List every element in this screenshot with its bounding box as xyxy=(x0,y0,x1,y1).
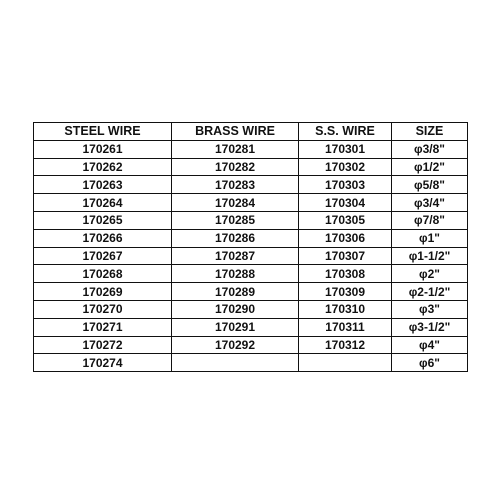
cell-brass-wire: 170290 xyxy=(172,300,299,318)
table-row xyxy=(34,140,468,158)
cell-size: φ5/8" xyxy=(392,176,468,194)
header-steel-wire: STEEL WIRE xyxy=(34,123,172,141)
cell-size: φ3/8" xyxy=(392,140,468,158)
table-row xyxy=(34,229,468,247)
cell-ss-wire: 170309 xyxy=(299,283,392,301)
table-row xyxy=(34,283,468,301)
cell-ss-wire: 170311 xyxy=(299,318,392,336)
cell-ss-wire xyxy=(299,354,392,372)
table-row xyxy=(34,211,468,229)
cell-brass-wire: 170285 xyxy=(172,211,299,229)
cell-steel-wire: 170266 xyxy=(34,229,172,247)
table-row xyxy=(34,354,468,372)
cell-size: φ2-1/2" xyxy=(392,283,468,301)
table-row xyxy=(34,176,468,194)
cell-ss-wire: 170305 xyxy=(299,211,392,229)
cell-size: φ1/2" xyxy=(392,158,468,176)
cell-steel-wire: 170269 xyxy=(34,283,172,301)
cell-size: φ2" xyxy=(392,265,468,283)
cell-size: φ1" xyxy=(392,229,468,247)
cell-steel-wire: 170267 xyxy=(34,247,172,265)
cell-brass-wire: 170284 xyxy=(172,194,299,212)
cell-steel-wire: 170271 xyxy=(34,318,172,336)
cell-steel-wire: 170272 xyxy=(34,336,172,354)
cell-brass-wire: 170282 xyxy=(172,158,299,176)
cell-steel-wire: 170270 xyxy=(34,300,172,318)
cell-ss-wire: 170304 xyxy=(299,194,392,212)
table-header-row xyxy=(34,123,468,141)
cell-brass-wire: 170283 xyxy=(172,176,299,194)
cell-size: φ3-1/2" xyxy=(392,318,468,336)
table-row xyxy=(34,158,468,176)
table-row xyxy=(34,247,468,265)
cell-brass-wire: 170292 xyxy=(172,336,299,354)
cell-steel-wire: 170261 xyxy=(34,140,172,158)
cell-ss-wire: 170301 xyxy=(299,140,392,158)
cell-size: φ1-1/2" xyxy=(392,247,468,265)
cell-ss-wire: 170303 xyxy=(299,176,392,194)
cell-ss-wire: 170306 xyxy=(299,229,392,247)
cell-ss-wire: 170302 xyxy=(299,158,392,176)
cell-steel-wire: 170268 xyxy=(34,265,172,283)
cell-brass-wire: 170288 xyxy=(172,265,299,283)
cell-size: φ7/8" xyxy=(392,211,468,229)
header-size: SIZE xyxy=(392,123,468,141)
cell-ss-wire: 170308 xyxy=(299,265,392,283)
cell-brass-wire: 170286 xyxy=(172,229,299,247)
cell-steel-wire: 170265 xyxy=(34,211,172,229)
cell-ss-wire: 170310 xyxy=(299,300,392,318)
cell-ss-wire: 170307 xyxy=(299,247,392,265)
table-row xyxy=(34,194,468,212)
table-row xyxy=(34,318,468,336)
wire-spec-table xyxy=(33,122,468,372)
cell-steel-wire: 170274 xyxy=(34,354,172,372)
wire-spec-table-container xyxy=(33,122,467,372)
table-row xyxy=(34,265,468,283)
cell-steel-wire: 170262 xyxy=(34,158,172,176)
cell-brass-wire: 170289 xyxy=(172,283,299,301)
cell-size: φ3" xyxy=(392,300,468,318)
cell-size: φ4" xyxy=(392,336,468,354)
cell-brass-wire: 170281 xyxy=(172,140,299,158)
header-ss-wire: S.S. WIRE xyxy=(299,123,392,141)
cell-size: φ3/4" xyxy=(392,194,468,212)
cell-brass-wire xyxy=(172,354,299,372)
cell-steel-wire: 170263 xyxy=(34,176,172,194)
cell-brass-wire: 170291 xyxy=(172,318,299,336)
cell-brass-wire: 170287 xyxy=(172,247,299,265)
table-row xyxy=(34,336,468,354)
cell-size: φ6" xyxy=(392,354,468,372)
cell-ss-wire: 170312 xyxy=(299,336,392,354)
cell-steel-wire: 170264 xyxy=(34,194,172,212)
header-brass-wire: BRASS WIRE xyxy=(172,123,299,141)
table-row xyxy=(34,300,468,318)
